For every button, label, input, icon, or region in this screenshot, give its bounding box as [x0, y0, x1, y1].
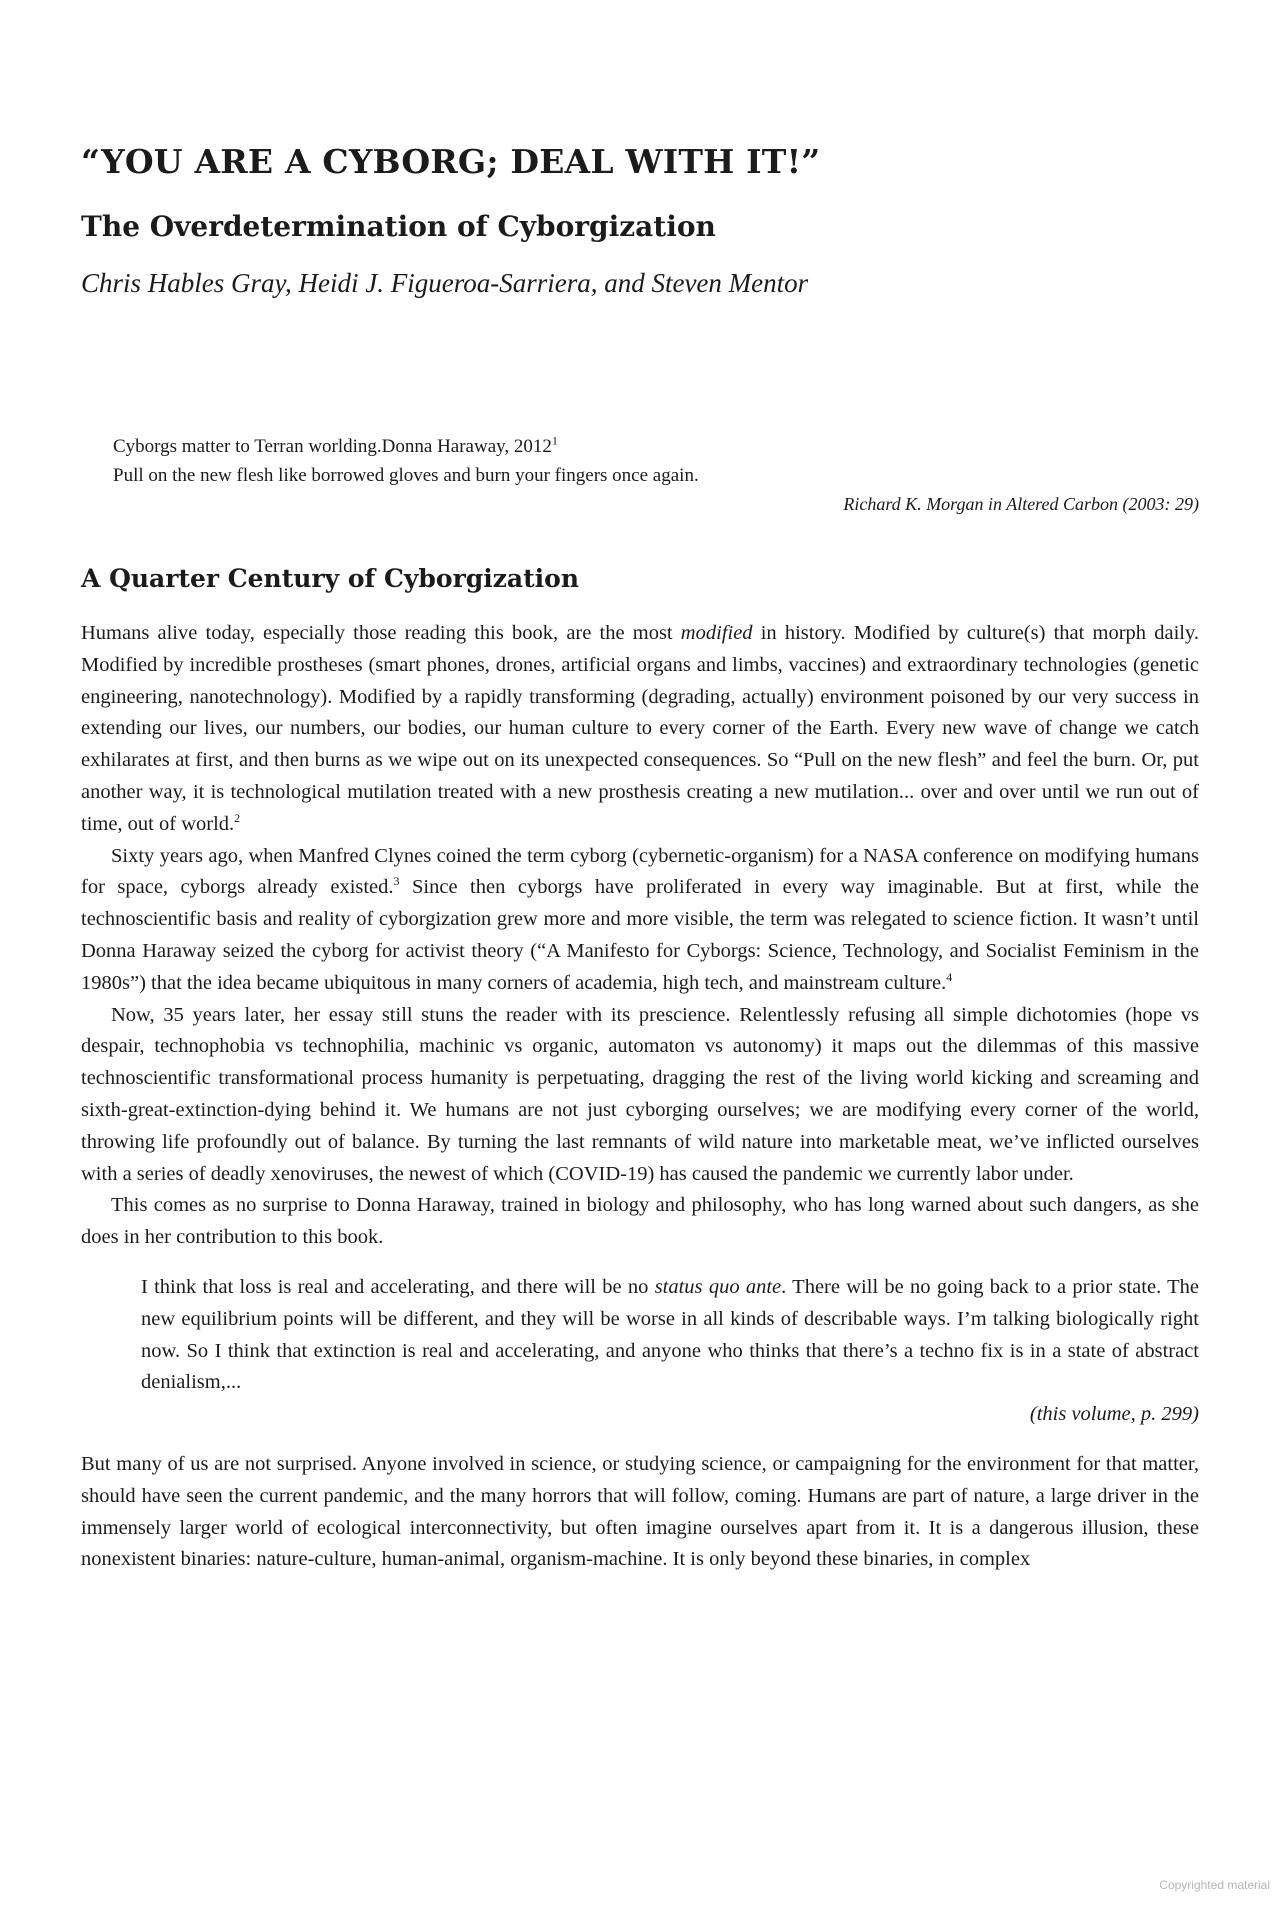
- block-quote-emphasis: status quo ante: [654, 1275, 782, 1298]
- chapter-subtitle: The Overdetermination of Cyborgization: [81, 210, 716, 243]
- epigraph-line-1: [113, 432, 1199, 461]
- epigraph: [113, 432, 1199, 519]
- footnote-ref-1[interactable]: 1: [551, 433, 558, 448]
- paragraph-1-text-b: in history. Modified by culture(s) that morph daily. Modified by incredible prostheses (smart phones, drones, artificial organs and limbs, vaccines) and extraordinary technologies (genetic engineering, nanotechnology). Modified by a rapidly transforming (degrading, actually) environment poisoned by our very success in extending our lives, our numbers, our bodies, our human culture to every corner of the Earth. Every new wave of change we catch exhilarates at first, and then burns as we wipe out on its unexpected consequences. So “Pull on the new flesh” and feel the burn. Or, put another way, it is technological mutilation treated with a new prosthesis creating a new mutilation... over and over until we run out of time, out of world.: [81, 622, 1200, 835]
- body-text: [81, 618, 1199, 1576]
- paragraph-2-text-b: Since then cyborgs have proliferated in every way imaginable. But at first, while the technoscientific basis and reality of cyborgization grew more and more visible, the term was relegated to science fiction. It wasn’t until Donna Haraway seized the cyborg for activist theory (“A Manifesto for Cyborgs: Science, Technology, and Socialist Feminism in the 1980s”) that the idea became ubiquitous in many corners of academia, high tech, and mainstream culture.: [81, 876, 1199, 994]
- epigraph-line-1-text: Cyborgs matter to Terran worlding.Donna Haraway, 2012: [113, 436, 552, 457]
- paragraph-5: But many of us are not surprised. Anyone involved in science, or studying science, or campaigning for the environment for that matter, should have seen the current pandemic, and the many horrors that will follow, coming. Humans are part of nature, a large driver in the immensely larger world of ecological interconnectivity, but often imagine ourselves apart from it. It is a dangerous illusion, these nonexistent binaries: nature-culture, human-animal, organism-machine. It is only beyond these binaries, in complex: [81, 1452, 1199, 1571]
- block-quote-text: [141, 1272, 1199, 1399]
- paragraph-1: [81, 618, 1199, 841]
- block-quote-text-b: . There will be no going back to a prior state. The new equilibrium points will be different, and they will be worse in all kinds of describable ways. I’m talking biologically right now. So I think that extinction is real and accelerating, and anyone who thinks that there’s a techno fix is in a state of abstract denialism,...: [141, 1275, 1199, 1394]
- paragraph-4: This comes as no surprise to Donna Haraway, trained in biology and philosophy, who has long warned about such dangers, as she does in her contribution to this book.: [81, 1194, 1199, 1249]
- epigraph-line-2: Pull on the new flesh like borrowed gloves and burn your fingers once again.: [113, 465, 699, 486]
- chapter-authors: Chris Hables Gray, Heidi J. Figueroa-Sarriera, and Steven Mentor: [81, 268, 809, 298]
- paragraph-3: Now, 35 years later, her essay still stuns the reader with its prescience. Relentlessly refusing all simple dichotomies (hope vs despair, technophobia vs technophilia, machinic vs organic, automaton vs autonomy) it maps out the dilemmas of this massive technoscientific transformational process humanity is perpetuating, dragging the rest of the living world kicking and screaming and sixth-great-extinction-dying behind it. We humans are not just cyborging ourselves; we are modifying every corner of the world, throwing life profoundly out of balance. By turning the last remnants of wild nature into marketable meat, we’ve inflicted ourselves with a series of deadly xenoviruses, the newest of which (COVID-19) has caused the pandemic we currently labor under.: [81, 1003, 1199, 1185]
- footnote-ref-4[interactable]: 4: [946, 969, 953, 984]
- paragraph-2-text-a: Sixty years ago, when Manfred Clynes coined the term cyborg (cybernetic-organism) for a NASA conference on modifying humans for space, cyborgs already existed.: [81, 844, 1199, 899]
- block-quote: [141, 1272, 1199, 1431]
- footnote-ref-3[interactable]: 3: [393, 874, 400, 889]
- block-quote-citation: (this volume, p. 299): [1029, 1403, 1199, 1426]
- chapter-title: “YOU ARE A CYBORG; DEAL WITH IT!”: [81, 142, 821, 181]
- epigraph-attribution: Richard K. Morgan in Altered Carbon (2003: 29): [843, 494, 1199, 514]
- copyright-watermark: Copyrighted material: [1159, 1878, 1270, 1892]
- footnote-ref-2[interactable]: 2: [234, 810, 241, 825]
- paragraph-1-emphasis: modified: [680, 622, 753, 644]
- paragraph-1-text-a: Humans alive today, especially those reading this book, are the most: [81, 622, 681, 644]
- paragraph-2: [81, 841, 1199, 1000]
- block-quote-text-a: I think that loss is real and accelerating, and there will be no: [141, 1275, 655, 1298]
- section-heading: A Quarter Century of Cyborgization: [81, 564, 580, 593]
